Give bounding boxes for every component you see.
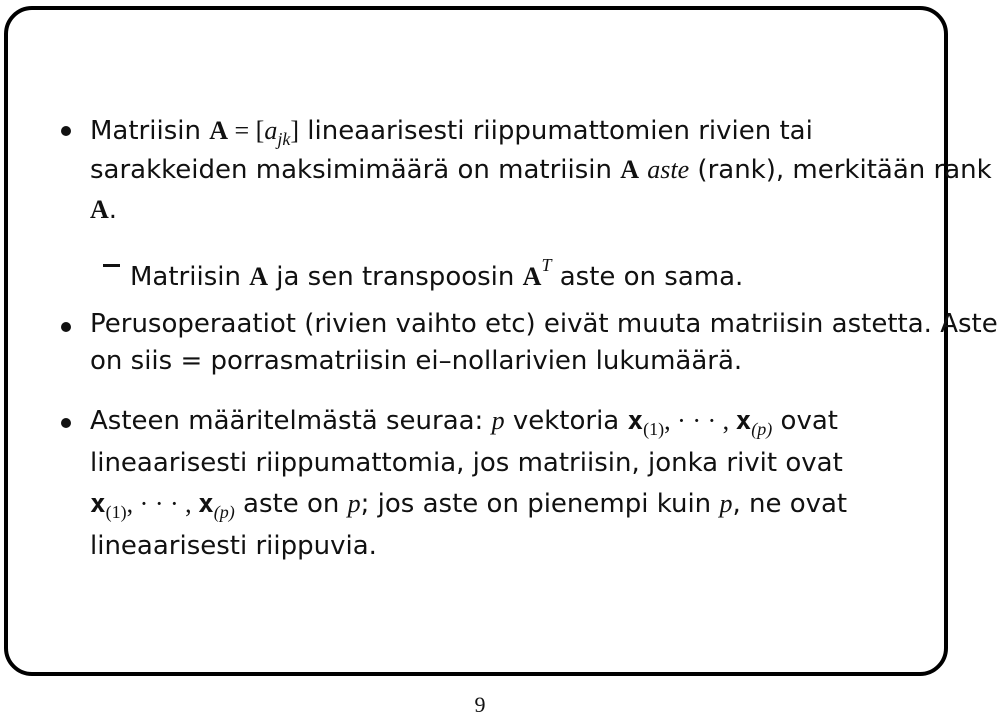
item1-subitem (130, 248, 743, 294)
text: vektoria (504, 406, 628, 436)
text: aste on (234, 489, 348, 519)
text: lineaarisesti riippumattomien rivien tai (299, 116, 813, 146)
item2-line2 (90, 344, 742, 378)
text: on siis = porrasmatriisin ei–nollarivien lukumäärä. (90, 346, 743, 376)
vector-x: x (627, 406, 644, 436)
ellipsis: , · · · , (664, 406, 736, 435)
text: ; jos aste on pienempi kuin (360, 489, 720, 519)
dash-icon (103, 264, 120, 267)
subscript-1: (1) (105, 502, 127, 522)
bullet-icon (61, 322, 71, 332)
matrix-A: A (249, 262, 268, 291)
item1-line3 (90, 193, 117, 227)
text: lineaarisesti riippumattomia, jos matriisin, jonka rivit ovat (90, 448, 843, 478)
var-p: p (719, 489, 733, 518)
matrix-A: A (620, 155, 640, 184)
vector-x: x (198, 489, 214, 519)
text: lineaarisesti riippuvia. (90, 531, 377, 561)
vector-x: x (735, 406, 752, 436)
matrix-A-transpose: A (522, 262, 542, 291)
text: Matriisin (130, 262, 250, 292)
text: aste on sama. (551, 262, 744, 292)
vector-x: x (90, 489, 106, 519)
bullet-icon (61, 126, 71, 136)
superscript-T: T (541, 255, 552, 275)
item3-line4 (90, 529, 377, 563)
text: (rank), merkitään rank (689, 155, 992, 185)
text: Asteen määritelmästä seuraa: (90, 406, 492, 436)
subscript-1: (1) (643, 419, 665, 439)
term-aste: aste (647, 155, 690, 184)
bullet-icon (61, 418, 71, 428)
subscript-p: (p) (213, 502, 235, 522)
bracket-close: ] (290, 116, 299, 145)
text: sarakkeiden maksimimäärä on matriisin (90, 155, 621, 185)
equals: = [ (228, 116, 265, 145)
element-a: a (264, 116, 278, 145)
page-number: 9 (474, 692, 486, 717)
ellipsis: , · · · , (126, 489, 199, 518)
item2-line1 (90, 307, 998, 341)
var-p: p (491, 406, 505, 435)
text: ja sen transpoosin (268, 262, 523, 292)
text: , ne ovat (732, 489, 848, 519)
item3-line1 (90, 404, 838, 446)
item3-line2 (90, 446, 843, 480)
var-p: p (347, 489, 361, 518)
text: Matriisin (90, 116, 210, 146)
text: Perusoperaatiot (rivien vaihto etc) eivät muuta matriisin astetta. Aste (90, 309, 998, 339)
subscript-jk: jk (277, 129, 291, 149)
item3-line3 (90, 487, 847, 529)
text: ovat (772, 406, 838, 436)
subscript-p: (p) (751, 419, 773, 439)
period: . (108, 195, 118, 225)
item1-line2 (90, 153, 992, 187)
matrix-A: A (90, 195, 109, 224)
matrix-A: A (209, 116, 228, 145)
item1-line1 (90, 114, 813, 156)
